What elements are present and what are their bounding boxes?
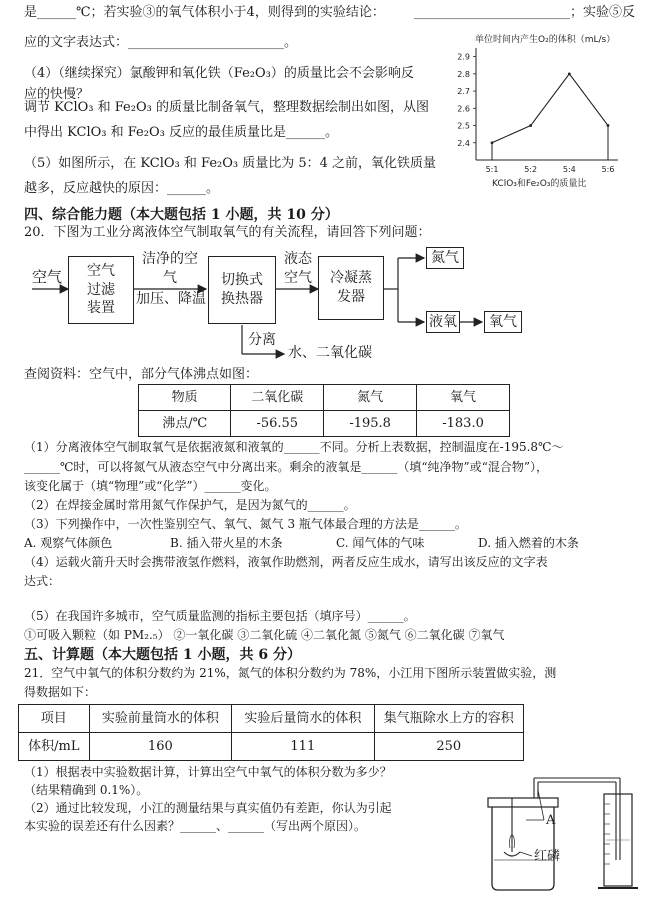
- flow-separate-label: 分离: [248, 332, 276, 348]
- table-header: 集气瓶除水上方的容积: [374, 705, 523, 733]
- table-header: 氮气: [324, 385, 417, 411]
- text-line: （3）下列操作中，一次性鉴别空气、氧气、氮气 3 瓶气体最合理的方法是______。: [24, 517, 467, 531]
- option-a: A. 观察气体颜色: [24, 536, 113, 550]
- text-line: （5）在我国许多城市，空气质量监测的指标主要包括（填序号）______。: [24, 609, 416, 623]
- heat-exchanger-box: 切换式换热器: [208, 256, 276, 324]
- lookup-text: 查阅资料：空气中，部分气体沸点如图：: [24, 367, 259, 382]
- table-cell: 111: [232, 733, 374, 761]
- flow-liquid-air-label: 液态空气: [284, 251, 312, 286]
- boiling-point-table: [138, 384, 510, 437]
- condenser-evaporator-box: 冷凝蒸发器: [318, 256, 384, 320]
- question-21: 21．空气中氧气的体积分数约为 21%，氮气的体积分数约为 78%，小江用下图所示装置做实验，测: [24, 666, 557, 680]
- table-cell: 250: [374, 733, 523, 761]
- table-cell: -183.0: [417, 411, 510, 437]
- text-line: 该变化属于（填“物理”或“化学”）______变化。: [24, 479, 277, 493]
- text-line: 本实验的误差还有什么因素？______、______（写出两个原因）。: [24, 819, 367, 833]
- table-header: 物质: [139, 385, 231, 411]
- chart-title: 单位时间内产生O₂的体积（mL/s）: [475, 35, 616, 45]
- table-cell: -56.55: [231, 411, 324, 437]
- text-line: 调节 KClO₃ 和 Fe₂O₃ 的质量比制备氧气，整理数据绘制出如图，从图: [24, 100, 429, 115]
- table-header: 实验后量筒水的体积: [232, 705, 374, 733]
- y-tick-label: 2.7: [457, 87, 470, 97]
- flow-water-co2-label: 水、二氧化碳: [288, 345, 372, 361]
- text-line: ________________________；实验⑤反: [414, 5, 636, 20]
- table-cell: -195.8: [324, 411, 417, 437]
- volume-table: [18, 704, 524, 761]
- nitrogen-box: 氮气: [426, 247, 464, 269]
- flow-press-cool-label: 加压、降温: [136, 291, 206, 307]
- text-line: 是______℃；若实验③的氧气体积小于4，则得到的实验结论：: [24, 5, 385, 20]
- flow-air-label: 空气: [32, 268, 63, 286]
- chart-xlabel: KClO₃和Fe₂O₃的质量比: [492, 179, 587, 189]
- y-tick-label: 2.6: [457, 104, 470, 114]
- liquid-oxygen-box: 液氧: [426, 311, 460, 333]
- y-tick-label: 2.9: [457, 52, 470, 62]
- table-header: 项目: [19, 705, 90, 733]
- y-tick-label: 2.5: [457, 121, 470, 131]
- table-header: 实验前量筒水的体积: [89, 705, 231, 733]
- label-a: A: [546, 813, 556, 828]
- table-header: 氧气: [417, 385, 510, 411]
- x-tick-label: 5:1: [485, 165, 499, 174]
- text-line: （4）运载火箭升天时会携带液氢作燃料，液氧作助燃剂，两者反应生成水，请写出该反应的文字表: [24, 555, 548, 569]
- option-c: C. 闻气体的气味: [336, 536, 425, 550]
- air-filter-box: 空气过滤装置: [68, 256, 134, 324]
- text-line: （4）（继续探究）氯酸钾和氧化铁（Fe₂O₃）的质量比会不会影响反: [24, 66, 414, 81]
- text-line: （5）如图所示，在 KClO₃ 和 Fe₂O₃ 质量比为 5：4 之前，氧化铁质量: [24, 156, 437, 171]
- oxygen-box: 氧气: [484, 311, 522, 333]
- section-4-heading: 四、综合能力题（本大题包括 1 小题，共 10 分）: [24, 207, 339, 223]
- table-row-label: 体积/mL: [19, 733, 90, 761]
- apparatus-diagram: [470, 760, 650, 895]
- text-line: （2）通过比较发现，小江的测量结果与真实值仍有差距，你认为引起: [24, 801, 392, 815]
- option-b: B. 插入带火星的木条: [170, 536, 283, 550]
- x-tick-label: 5:4: [562, 165, 576, 174]
- text-line: 应的快慢？: [24, 87, 90, 102]
- x-tick-label: 5:6: [601, 165, 615, 174]
- x-tick-label: 5:2: [524, 165, 538, 174]
- table-cell: 160: [89, 733, 231, 761]
- y-tick-label: 2.8: [457, 69, 470, 79]
- text-line: 应的文字表达式：________________________。: [24, 35, 298, 50]
- label-red-phosphorus: 红磷: [534, 849, 561, 864]
- table-row-label: 沸点/℃: [139, 411, 231, 437]
- text-line: 达式：: [24, 574, 61, 588]
- text-line: 越多，反应越快的原因：______。: [24, 181, 220, 196]
- text-line: （1）分离液体空气制取氧气是依据液氮和液氧的______不同。分析上表数据，控制温度在-195.8℃～: [24, 440, 564, 454]
- text-line: （2）在焊接金属时常用氮气作保护气，是因为氮气的______。: [24, 498, 356, 512]
- text-line: （结果精确到 0.1%）。: [24, 783, 149, 797]
- option-d: D. 插入燃着的木条: [478, 536, 579, 550]
- text-line: ______℃时，可以将氮气从液态空气中分离出来。剩余的液氧是______（填“纯净物”或“混合物”），: [24, 460, 548, 474]
- text-line: ①可吸入颗粒（如 PM₂.₅） ②一氧化碳 ③二氧化硫 ④二氧化氮 ⑤氮气 ⑥二氧化碳 ⑦氧气: [24, 628, 505, 642]
- text-line: （1）根据表中实验数据计算，计算出空气中氧气的体积分数为多少？: [24, 765, 392, 779]
- flow-clean-air-label: 洁净的空气: [142, 251, 198, 286]
- section-5-heading: 五、计算题（本大题包括 1 小题，共 6 分）: [24, 647, 301, 663]
- y-tick-label: 2.4: [457, 138, 470, 148]
- text-line: 中得出 KClO₃ 和 Fe₂O₃ 反应的最佳质量比是______。: [24, 125, 338, 140]
- question-20: 20．下图为工业分离液体空气制取氧气的有关流程，请回答下列问题：: [24, 225, 431, 240]
- table-header: 二氧化碳: [231, 385, 324, 411]
- question-21-cont: 得数据如下：: [24, 685, 97, 699]
